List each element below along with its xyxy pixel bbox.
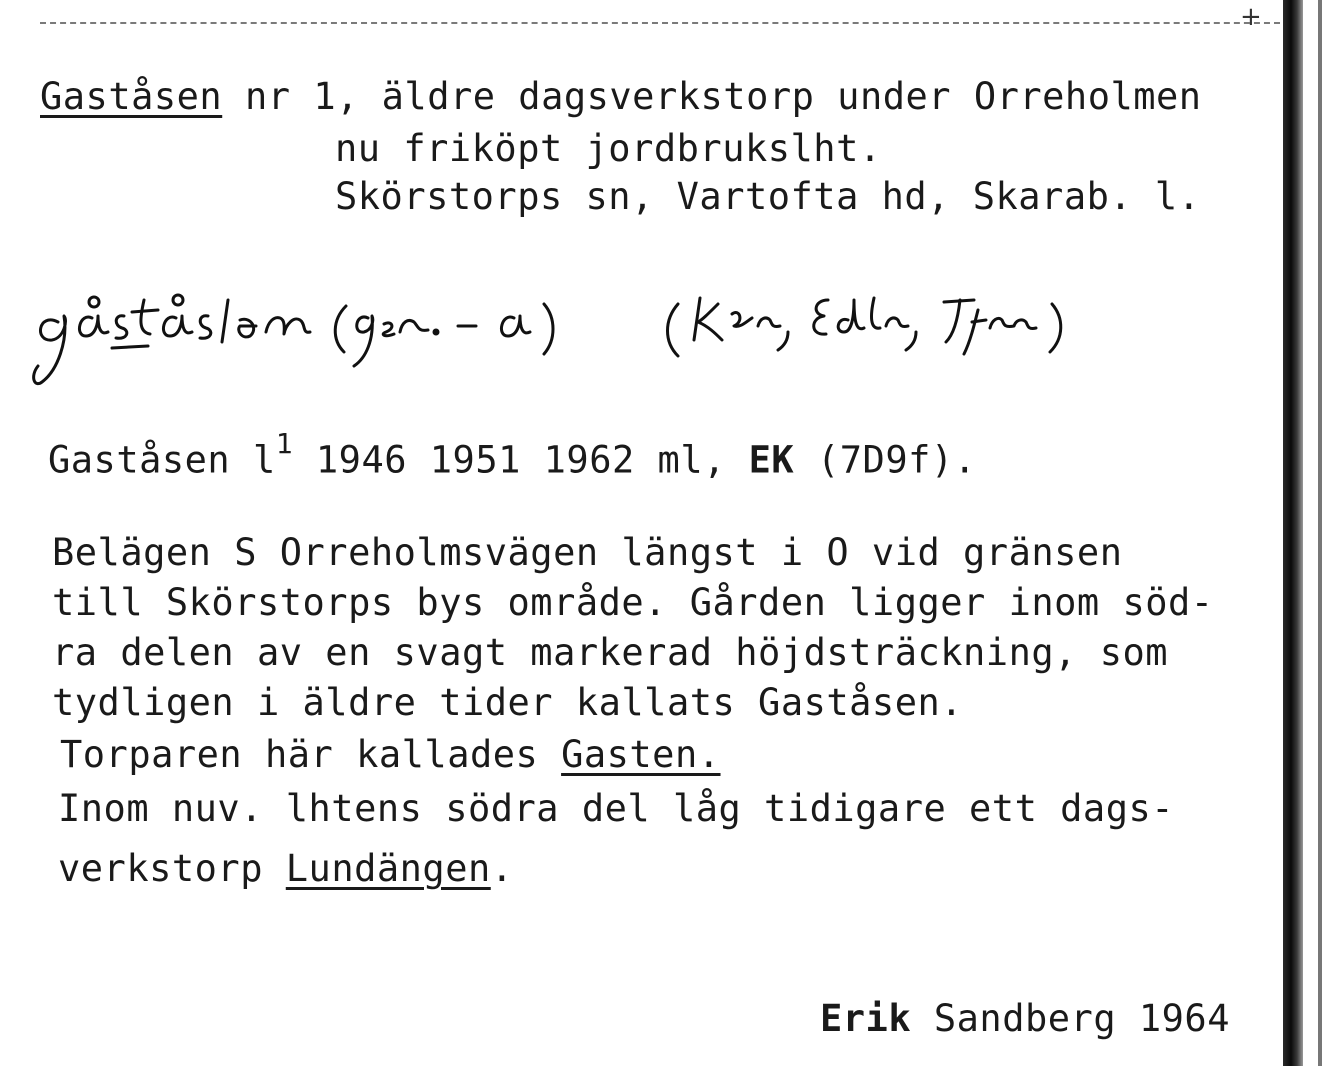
place-name-heading: Gaståsen	[40, 75, 223, 118]
scan-edge-line	[1318, 0, 1322, 1066]
map-reference-name: Gaståsen l	[48, 438, 276, 482]
header-line-1-rest: nr 1, äldre dagsverkstorp under Orreholmen	[222, 75, 1202, 118]
header-line-2: nu friköpt jordbrukslht.	[335, 127, 882, 170]
description-line-3: ra delen av en svagt markerad höjdsträckning, som	[52, 631, 1169, 674]
header-line-1	[40, 75, 1202, 118]
description-line-6: Inom nuv. lhtens södra del låg tidigare ett dags-	[58, 787, 1175, 830]
description-line-1: Belägen S Orreholmsvägen längst i O vid gränsen	[52, 531, 1123, 574]
signature-first-name: Erik	[820, 997, 912, 1040]
description-line-4: tydligen i äldre tider kallats Gaståsen.	[52, 681, 964, 724]
map-reference-years: 1946 1951 1962 ml,	[293, 438, 749, 482]
description-line-7-suffix: .	[490, 847, 514, 890]
ek-abbreviation: EK	[748, 438, 795, 482]
signature-rest: Sandberg 1964	[911, 997, 1230, 1040]
description-line-5-prefix: Torparen här kallades	[60, 733, 562, 776]
map-reference-line	[48, 427, 977, 482]
scan-edge-shadow	[1283, 0, 1303, 1066]
header-line-3: Skörstorps sn, Vartofta hd, Skarab. l.	[335, 175, 1201, 218]
map-reference-superscript: 1	[275, 427, 294, 460]
map-grid-code: (7D9f).	[794, 438, 977, 482]
description-line-5	[60, 733, 721, 776]
nickname-gasten: Gasten.	[561, 733, 721, 776]
place-name-lundangen: Lundängen	[285, 847, 491, 890]
description-line-2: till Skörstorps bys område. Gården ligger inom söd-	[52, 581, 1214, 624]
description-line-7-prefix: verkstorp	[58, 847, 286, 890]
handwritten-note-text: gåståsən (gen. -a) (Ktm, Edln, Tfm)	[28, 270, 50, 271]
handwritten-pronunciation-note	[28, 270, 1078, 400]
signature	[820, 997, 1230, 1040]
description-line-7	[58, 847, 514, 890]
plus-mark-icon: +	[1240, 2, 1262, 32]
top-dashed-rule	[40, 22, 1280, 24]
